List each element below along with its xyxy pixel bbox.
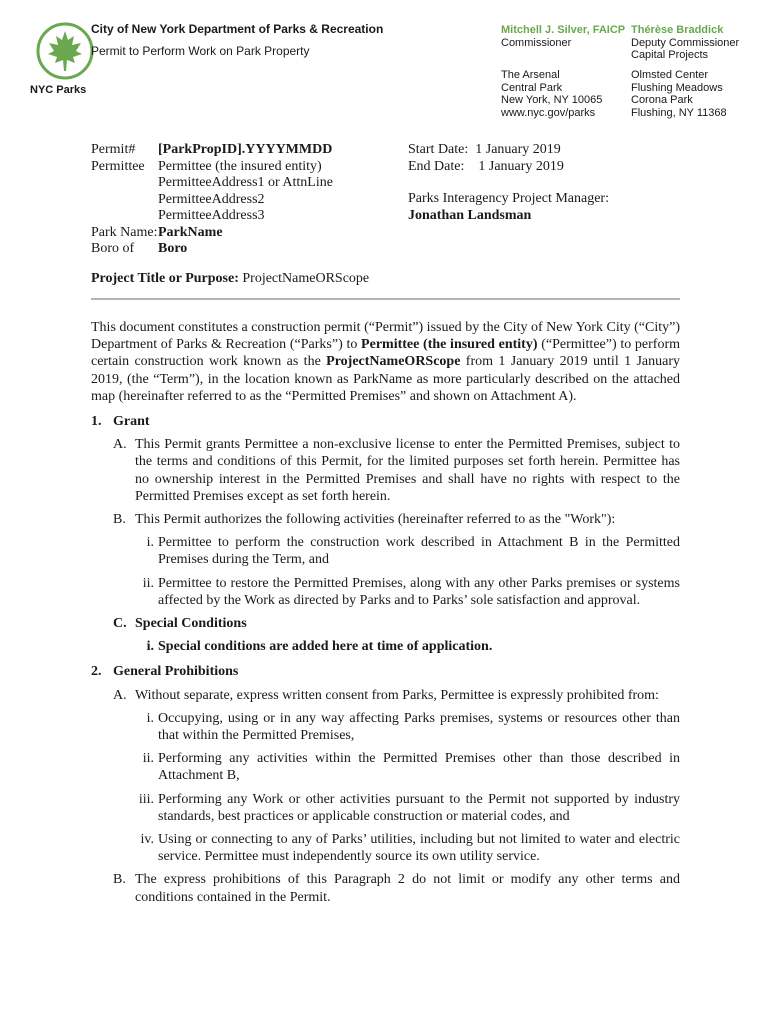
address-line: Flushing Meadows bbox=[631, 81, 723, 94]
boro-label: Boro of bbox=[91, 241, 135, 256]
section-title: Grant bbox=[113, 414, 150, 430]
permittee-label: Permittee bbox=[91, 158, 145, 174]
section-heading bbox=[91, 663, 680, 680]
clause bbox=[91, 615, 680, 632]
clause bbox=[91, 436, 680, 505]
subclause bbox=[91, 534, 680, 568]
start-date: 1 January 2019 bbox=[475, 142, 561, 157]
project-title bbox=[91, 271, 369, 287]
commissioner-block bbox=[501, 24, 625, 49]
clause-text: Special Conditions bbox=[135, 616, 247, 632]
deputy-block bbox=[631, 24, 739, 62]
section-number: 2. bbox=[91, 664, 102, 680]
project-manager-name: Jonathan Landsman bbox=[408, 207, 532, 223]
intro-text: (“Permittee”) to perform certain construction work known as the bbox=[91, 337, 680, 370]
clause bbox=[91, 687, 680, 704]
clause-text: Permittee to restore the Permitted Premises, along with any other Parks premises or systems affected by the Work as directed by Parks and to Parks’ sole satisfaction and approval. bbox=[158, 575, 680, 608]
park-name-label: Park Name: bbox=[91, 224, 158, 240]
deputy-title: Capital Projects bbox=[631, 49, 709, 61]
clause bbox=[91, 871, 680, 905]
permit-values bbox=[158, 142, 333, 258]
address-line: Central Park bbox=[501, 81, 563, 94]
clause-marker: iv. bbox=[140, 832, 154, 848]
clause-marker: B. bbox=[113, 872, 126, 888]
permittee-line: Permittee (the insured entity) bbox=[158, 158, 322, 174]
permit-body bbox=[91, 319, 680, 906]
clause-marker: ii. bbox=[142, 575, 154, 591]
address-line: Corona Park bbox=[631, 94, 693, 106]
permit-number: [ParkPropID].YYYYMMDD bbox=[158, 142, 333, 157]
project-manager bbox=[408, 191, 609, 224]
address-line: The Arsenal bbox=[501, 69, 560, 81]
address-line: Flushing, NY 11368 bbox=[631, 106, 727, 119]
clause-text: Performing any Work or other activities pursuant to the Permit not supported by industry standards, best practices or applicable construction or material codes, and bbox=[158, 791, 680, 824]
intro-permittee: Permittee (the insured entity) bbox=[361, 337, 538, 353]
section-heading bbox=[91, 413, 680, 430]
clause-marker: ii. bbox=[142, 751, 154, 767]
clause-text: Performing any activities within the Permitted Premises other than those described in Attachment B, bbox=[158, 751, 680, 784]
project-title-value: ProjectNameORScope bbox=[242, 271, 370, 286]
clause-text: The express prohibitions of this Paragraph 2 do not limit or modify any other terms and conditions contained in the Permit. bbox=[135, 872, 680, 905]
address-line: Olmsted Center bbox=[631, 69, 709, 81]
deputy-title: Deputy Commissioner bbox=[631, 36, 740, 49]
clause-marker: B. bbox=[113, 512, 126, 528]
address-line: New York, NY 10065 bbox=[501, 94, 603, 106]
commissioner-name: Mitchell J. Silver, FAICP bbox=[501, 24, 626, 36]
clause-marker: A. bbox=[113, 687, 127, 703]
project-title-label: Project Title or Purpose: bbox=[91, 271, 239, 286]
permittee-line: PermitteeAddress1 or AttnLine bbox=[158, 175, 333, 190]
clause-text: Occupying, using or in any way affecting Parks premises, systems or resources other than that within the Permitted Premises, bbox=[158, 710, 680, 744]
intro-text: This document constitutes a construction permit (“Permit”) issued by the City of New York City (“City”) Department of Parks & Recreation (“Parks”) to bbox=[91, 320, 680, 353]
nyc-parks-leaf-logo bbox=[36, 22, 94, 80]
clause-marker: A. bbox=[113, 437, 127, 453]
commissioner-address bbox=[501, 69, 602, 119]
permit-dates bbox=[408, 142, 564, 175]
deputy-name: Thérèse Braddick bbox=[631, 24, 724, 36]
intro-paragraph bbox=[91, 319, 680, 405]
clause-text: Permittee to perform the construction work described in Attachment B in the Permitted Premises during the Term, and bbox=[158, 535, 680, 568]
subclause bbox=[91, 750, 680, 784]
permit-number-label: Permit# bbox=[91, 142, 136, 157]
clause-text: Special conditions are added here at time of application. bbox=[158, 639, 493, 655]
spacer bbox=[91, 175, 157, 225]
subclause bbox=[91, 710, 680, 744]
department-name: City of New York Department of Parks & Recreation bbox=[91, 22, 384, 36]
logo-caption: NYC Parks bbox=[30, 84, 87, 96]
clause-marker: C. bbox=[113, 616, 127, 632]
section-number: 1. bbox=[91, 414, 102, 430]
document-type: Permit to Perform Work on Park Property bbox=[91, 44, 310, 58]
intro-text: from 1 January 2019 until 1 January 2019, (the “Term”), in the location known as ParkName as more particularly described on the attached map (hereinafter referred to as the “Permitted Premises” and shown on Attachment A). bbox=[91, 354, 680, 404]
clause-marker: i. bbox=[146, 535, 154, 551]
clause-text: Using or connecting to any of Parks’ utilities, including but not limited to water and electric service. Permittee must independently source its own utility service. bbox=[158, 832, 680, 865]
deputy-address bbox=[631, 69, 727, 119]
subclause bbox=[91, 831, 680, 865]
section-title: General Prohibitions bbox=[113, 664, 239, 680]
park-name: ParkName bbox=[158, 224, 223, 240]
clause-marker: i. bbox=[146, 710, 154, 726]
permittee-line: PermitteeAddress2 bbox=[158, 191, 265, 207]
end-date-label: End Date: bbox=[408, 158, 465, 174]
website-link[interactable]: www.nyc.gov/parks bbox=[501, 106, 596, 119]
intro-project: ProjectNameORScope bbox=[326, 354, 461, 370]
clause-marker: iii. bbox=[138, 791, 154, 807]
clause-text: Without separate, express written consent from Parks, Permittee is expressly prohibited from: bbox=[135, 687, 659, 703]
clause bbox=[91, 511, 680, 528]
boro: Boro bbox=[158, 241, 188, 256]
start-date-label: Start Date: bbox=[408, 142, 469, 157]
commissioner-title: Commissioner bbox=[501, 36, 572, 49]
subclause bbox=[91, 638, 680, 655]
divider bbox=[91, 298, 680, 300]
permit-labels bbox=[91, 142, 157, 258]
end-date: 1 January 2019 bbox=[478, 158, 564, 174]
permittee-line: PermitteeAddress3 bbox=[158, 208, 265, 223]
clause-marker: i. bbox=[146, 639, 154, 655]
clause-text: This Permit authorizes the following activities (hereinafter referred to as the "Work"): bbox=[135, 512, 616, 528]
subclause bbox=[91, 575, 680, 609]
subclause bbox=[91, 791, 680, 825]
clause-text: This Permit grants Permittee a non-exclusive license to enter the Permitted Premises, subject to the terms and conditions of this Permit, for the limited purposes set forth herein. Permittee has no ownership interest in the Permitted Premises and shall have no rights with respect to the Permitted Premises except as set forth herein. bbox=[135, 437, 680, 504]
project-manager-label: Parks Interagency Project Manager: bbox=[408, 191, 609, 206]
